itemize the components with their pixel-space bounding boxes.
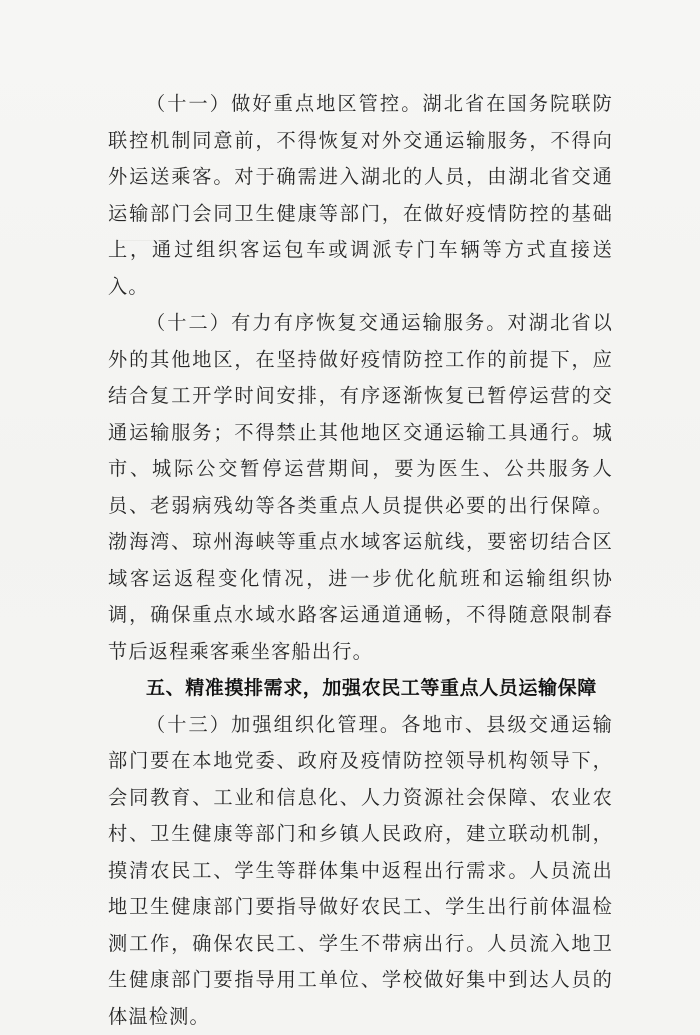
document-body (108, 86, 613, 1035)
paragraph-12: （十二）有力有序恢复交通运输服务。对湖北省以外的其他地区，在坚持做好疫情防控工作的前提下，应结合复工开学时间安排，有序逐渐恢复已暂停运营的交通运输服务；不得禁止其他地区交通运输工具通行。城市、城际公交暂停运营期间，要为医生、公共服务人员、老弱病残幼等各类重点人员提供必要的出行保障。渤海湾、琼州海峡等重点水域客运航线，要密切结合区域客运返程变化情况，进一步优化航班和运输组织协调，确保重点水域水路客运通道通畅，不得随意限制春节后返程乘客乘坐客船出行。 (108, 305, 613, 670)
paragraph-11: （十一）做好重点地区管控。湖北省在国务院联防联控机制同意前，不得恢复对外交通运输服务，不得向外运送乘客。对于确需进入湖北的人员，由湖北省交通运输部门会同卫生健康等部门，在做好疫情防控的基础上，通过组织客运包车或调派专门车辆等方式直接送入。 (108, 86, 613, 305)
paragraph-13: （十三）加强组织化管理。各地市、县级交通运输部门要在本地党委、政府及疫情防控领导机构领导下，会同教育、工业和信息化、人力资源社会保障、农业农村、卫生健康等部门和乡镇人民政府，建立联动机制，摸清农民工、学生等群体集中返程出行需求。人员流出地卫生健康部门要指导做好农民工、学生出行前体温检测工作，确保农民工、学生不带病出行。人员流入地卫生健康部门要指导用工单位、学校做好集中到达人员的体温检测。 (108, 707, 613, 1035)
section-heading-5: 五、精准摸排需求，加强农民工等重点人员运输保障 (108, 670, 613, 707)
